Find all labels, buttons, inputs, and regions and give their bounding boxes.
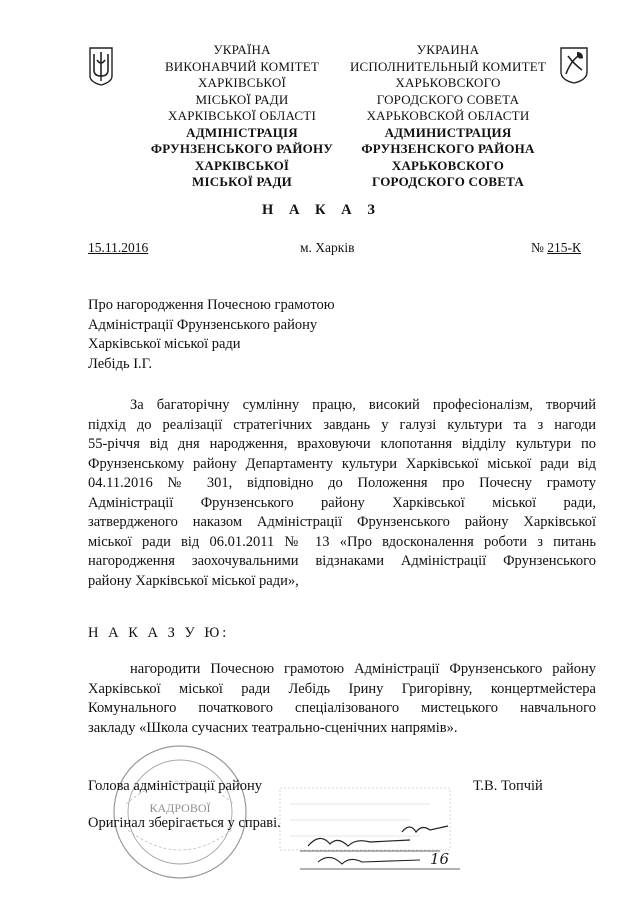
subject-line: Про нагородження Почесною грамотою xyxy=(88,297,335,313)
stamp-text: КАДРОВОЇ xyxy=(149,801,211,815)
round-stamp xyxy=(114,746,246,878)
subject-line: Адміністрації Фрунзенського району xyxy=(88,316,318,333)
subject-line: Лебідь І.Г. xyxy=(88,355,153,372)
body-line: підхід до реалізації стратегічних завдань у галузі культури та з нагоди xyxy=(88,416,596,433)
header-line: ХАРКІВСЬКОЇ ОБЛАСТІ xyxy=(168,108,316,123)
orders-heading: Н А К А З У Ю: xyxy=(88,625,230,641)
header-line: ХАРКІВСЬКОЇ xyxy=(197,75,287,90)
original-note: Оригінал зберігається у справі. xyxy=(88,815,281,831)
decision-line: закладу «Школа сучасних театрально-сценічних напрямів». xyxy=(88,719,458,736)
order-date: 15.11.2016 xyxy=(88,240,149,255)
header-line: УКРАИНА xyxy=(416,42,480,57)
decision-line: нагородити Почесною грамотою Адміністрації Фрунзенського району xyxy=(130,661,596,677)
body-line: району Харківської міської ради», xyxy=(88,572,299,589)
kharkiv-arms-icon xyxy=(559,46,589,84)
header-line: ИСПОЛНИТЕЛЬНЫЙ КОМИТЕТ xyxy=(349,58,547,74)
order-title: Н А К А З xyxy=(262,202,381,218)
header-ukrainian xyxy=(142,42,342,191)
signatory-title: Голова адміністрації району xyxy=(88,778,262,794)
body-line: 04.11.2016 № 301, відповідно до Положення про Почесну грамоту xyxy=(88,475,596,491)
body-line: затвердженого наказом Адміністрації Фрунзенського району Харківської xyxy=(88,514,596,530)
body-line: За багаторічну сумлінну працю, високий професіоналізм, творчий xyxy=(130,397,596,413)
body-line: нагородження заохочувальними відзнаками Адміністрації Фрунзенського xyxy=(88,553,596,569)
header-line: АДМИНИСТРАЦИЯ xyxy=(384,124,512,140)
header-line: ФРУНЗЕНСКОГО РАЙОНА xyxy=(361,141,535,156)
order-number-value: 215-К xyxy=(547,240,581,255)
order-city: м. Харків xyxy=(300,240,355,255)
body-line: Фрунзенському району Департаменту культури Харківської міської ради від xyxy=(88,455,596,472)
header-line: ХАРЬКОВСКОГО xyxy=(391,157,505,173)
header-line: МІСЬКОЇ РАДИ xyxy=(195,91,289,107)
subject-line: Харківської міської ради xyxy=(88,336,241,352)
body-line: міської ради від 06.01.2011 № 13 «Про вдосконалення роботи з питань xyxy=(88,533,596,550)
header-line: ГОРОДСКОГО СОВЕТА xyxy=(372,174,524,189)
order-decision xyxy=(88,660,596,738)
header-line: ХАРЬКОВСКОЙ ОБЛАСТИ xyxy=(366,108,530,123)
header-line: УКРАЇНА xyxy=(213,42,271,57)
header-line: ХАРКІВСЬКОЇ xyxy=(194,157,290,173)
header-line: МІСЬКОЇ РАДИ xyxy=(192,174,292,189)
signatory-name: Т.В. Топчій xyxy=(473,778,543,794)
header-line: ФРУНЗЕНСЬКОГО РАЙОНУ xyxy=(150,141,334,156)
decision-line: Комунального початкового спеціалізованого мистецького навчального xyxy=(88,700,596,716)
header-line: ГОРОДСКОГО СОВЕТА xyxy=(376,91,520,107)
header-line: ХАРЬКОВСКОГО xyxy=(395,75,501,90)
order-subject xyxy=(88,296,508,374)
body-line: 55-річчя від дня народження, враховуючи клопотання відділу культури по xyxy=(88,436,596,452)
order-body xyxy=(88,396,596,591)
body-line: Адміністрації Фрунзенського району Харківської міської ради, xyxy=(88,494,596,511)
header-line: АДМІНІСТРАЦІЯ xyxy=(186,124,298,140)
handwritten-day: 16 xyxy=(430,850,450,868)
trident-icon xyxy=(88,46,114,86)
header-line: ВИКОНАВЧИЙ КОМІТЕТ xyxy=(164,58,320,74)
order-number-prefix: № xyxy=(530,240,544,255)
decision-line: Харківської міської ради Лебідь Ірину Григорівну, концертмейстера xyxy=(88,680,596,697)
order-number xyxy=(531,240,581,256)
handwritten-signature xyxy=(300,826,460,869)
header-russian xyxy=(344,42,552,191)
